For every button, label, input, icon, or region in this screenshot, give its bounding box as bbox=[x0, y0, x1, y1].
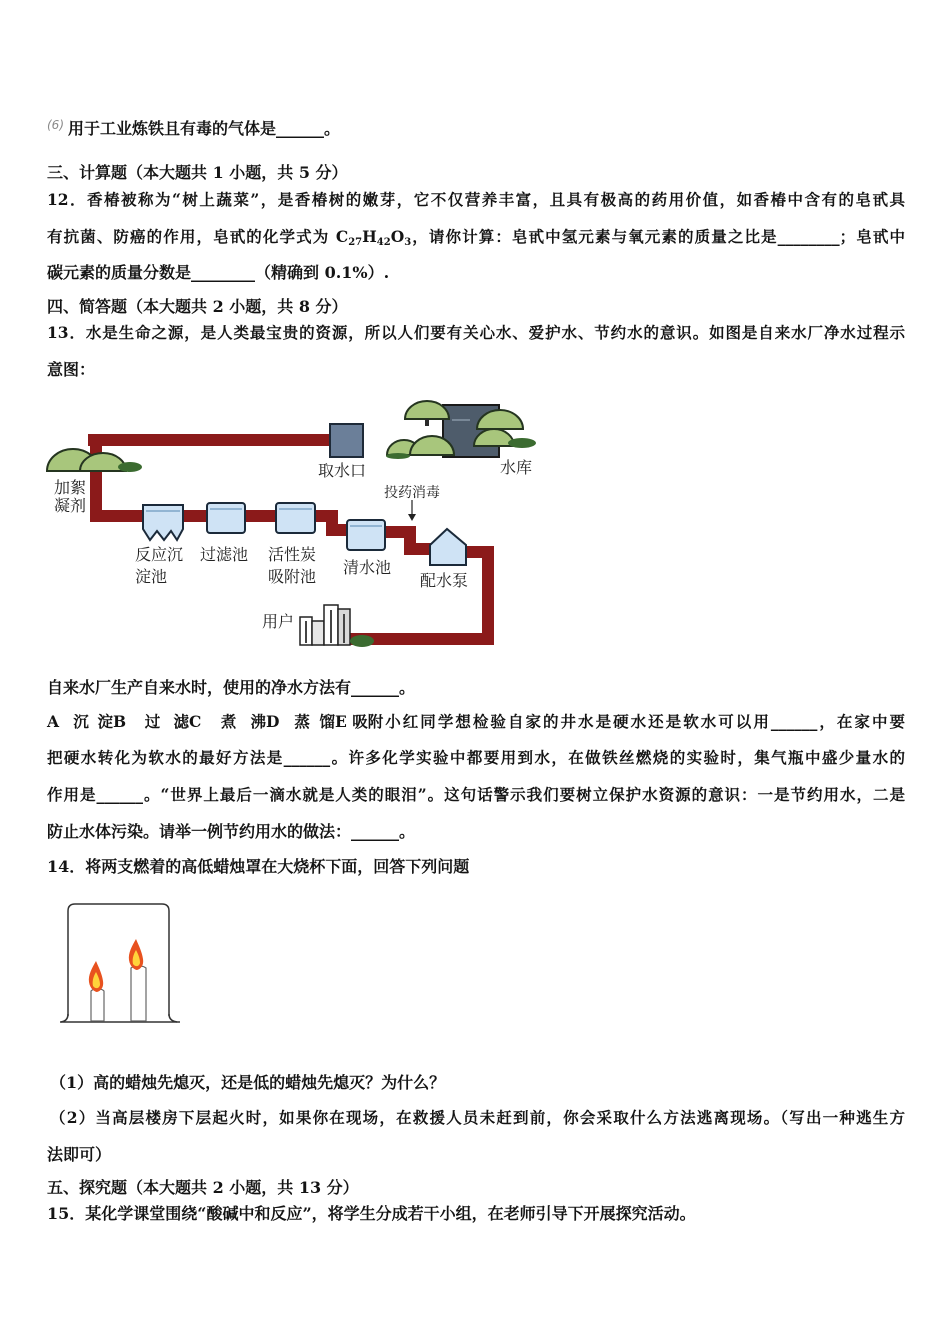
tree-icon bbox=[405, 401, 449, 419]
filter-tank-body bbox=[207, 503, 245, 533]
q13-line-1: 13．水是生命之源，是人类最宝贵的资源，所以人们要有关心水、爱护水、节约水的意识。如图是自来水厂净水过程示 bbox=[47, 323, 905, 342]
building-icon bbox=[312, 621, 324, 645]
q12-line-2 bbox=[47, 227, 905, 247]
clean-water-tank bbox=[347, 520, 385, 550]
clean-water-tank-label: 清水池 bbox=[343, 558, 392, 577]
tall-candle-body bbox=[131, 966, 146, 1021]
pump-house bbox=[430, 529, 466, 565]
q12-line-3: 碳元素的质量分数是________（精确到 0.1%）. bbox=[47, 263, 390, 282]
item-number-marker: (6) bbox=[47, 118, 64, 132]
pipe-to-sedimentation-tank bbox=[90, 510, 145, 522]
section-3-title: 三、计算题（本大题共 1 小题，共 5 分） bbox=[47, 163, 348, 182]
flocculant-label-line-2: 凝剂 bbox=[54, 496, 87, 515]
filter-tank bbox=[207, 503, 245, 533]
bush-icon bbox=[118, 462, 142, 472]
candle-beaker-diagram bbox=[55, 895, 185, 1030]
formula-subscript-h: 42 bbox=[376, 237, 391, 248]
option-c: C 煮沸 bbox=[189, 712, 266, 731]
formula-element-o: O bbox=[390, 227, 405, 246]
pump-label: 配水泵 bbox=[420, 571, 469, 590]
chemical-formula bbox=[336, 227, 411, 246]
pipe-to-pump bbox=[404, 543, 432, 555]
pipe-to-clean-tank bbox=[326, 524, 348, 536]
pipe-left-vertical bbox=[90, 434, 102, 522]
formula-subscript-o: 3 bbox=[404, 237, 412, 248]
flocculant-label-line-1: 加絮 bbox=[54, 478, 87, 497]
carbon-tank-label-line-1: 活性炭 bbox=[268, 545, 317, 564]
sedimentation-tank-label-line-1: 反应沉 bbox=[135, 545, 184, 564]
q13-line-3: 自来水厂生产自来水时，使用的净水方法有______。 bbox=[47, 678, 416, 697]
tree-trunk bbox=[425, 419, 429, 426]
reservoir bbox=[386, 401, 536, 459]
arrow-down-icon bbox=[408, 514, 416, 521]
short-candle bbox=[89, 961, 104, 1021]
beaker-outline bbox=[68, 904, 169, 1016]
disinfection-label: 投药消毒 bbox=[384, 485, 440, 501]
carbon-tank-label-line-2: 吸附池 bbox=[268, 567, 317, 586]
water-treatment-diagram bbox=[40, 388, 540, 653]
q14-sub-question-2-line-2: 法即可） bbox=[47, 1145, 112, 1164]
beaker-base-right bbox=[169, 1014, 177, 1022]
intake-label: 取水口 bbox=[318, 461, 367, 480]
short-candle-body bbox=[91, 989, 104, 1021]
q14-sub-question-2-line-1: （2）当高层楼房下层起火时，如果你在现场，在救援人员未赶到前，你会采取什么方法逃离现场。（写出一种逃生方 bbox=[50, 1108, 905, 1127]
sedimentation-tank bbox=[143, 505, 183, 540]
users-label: 用户 bbox=[262, 612, 295, 631]
section-4-title: 四、简答题（本大题共 2 小题，共 8 分） bbox=[47, 297, 348, 316]
bush-icon bbox=[350, 635, 374, 647]
q13-line-7: 防止水体污染。请举一例节约用水的做法：______。 bbox=[47, 822, 416, 841]
pipe-sedimentation-to-filter bbox=[182, 510, 208, 522]
tall-candle bbox=[129, 939, 146, 1021]
option-e: E 吸附 bbox=[335, 712, 384, 731]
q14-sub-question-1: （1）高的蜡烛先熄灭，还是低的蜡烛先熄灭？为什么？ bbox=[50, 1073, 446, 1092]
q14-line-1: 14．将两支燃着的高低蜡烛罩在大烧杯下面，回答下列问题 bbox=[47, 857, 470, 876]
intake-box bbox=[330, 424, 363, 457]
pipe-top bbox=[88, 434, 332, 446]
pipe-filter-to-carbon bbox=[244, 510, 277, 522]
q13-line-6: 作用是______。“世界上最后一滴水就是人类的眼泪”。这句话警示我们要树立保护水资源的意识：一是节约用水，二是 bbox=[47, 785, 905, 804]
q11-item-6-text: 用于工业炼铁且有毒的气体是______。 bbox=[68, 119, 341, 138]
user-buildings bbox=[300, 605, 374, 647]
bush-icon bbox=[386, 453, 410, 459]
disinfection-arrow bbox=[408, 500, 416, 521]
carbon-adsorption-tank bbox=[276, 503, 315, 533]
option-a: A 沉淀 bbox=[47, 712, 113, 731]
sedimentation-tank-label-line-2: 淀池 bbox=[135, 567, 168, 586]
q13-line-4 bbox=[47, 712, 905, 732]
formula-element-c: C bbox=[335, 227, 349, 246]
option-d: D 蒸馏 bbox=[266, 712, 335, 731]
bush-icon bbox=[508, 438, 536, 448]
q13-line-4-rest: 小红同学想检验自家的井水是硬水还是软水可以用______，在家中要 bbox=[383, 712, 905, 731]
q15-line-1: 15．某化学课堂围绕“酸碱中和反应”，将学生分成若干小组，在老师引导下开展探究活动。 bbox=[47, 1204, 696, 1223]
formula-subscript-c: 27 bbox=[348, 237, 363, 248]
reservoir-label: 水库 bbox=[500, 458, 533, 477]
q13-line-2: 意图： bbox=[47, 360, 96, 379]
option-b: B 过滤 bbox=[113, 712, 189, 731]
q12-line-2-after: ，请你计算：皂甙中氢元素与氧元素的质量之比是________；皂甙中 bbox=[411, 227, 905, 246]
q11-item-6 bbox=[47, 115, 340, 139]
q13-line-5: 把硬水转化为软水的最好方法是______。许多化学实验中都要用到水，在做铁丝燃烧的实验时，集气瓶中盛少量水的 bbox=[47, 748, 905, 767]
clean-water-tank-body bbox=[347, 520, 385, 550]
beaker-base-left bbox=[61, 1014, 68, 1022]
q12-line-1: 12．香椿被称为“树上蔬菜”，是香椿树的嫩芽，它不仅营养丰富，且具有极高的药用价值，如香椿中含有的皂甙具 bbox=[47, 190, 905, 209]
pipe-right-vertical bbox=[482, 546, 494, 645]
q12-line-2-before: 有抗菌、防癌的作用，皂甙的化学式为 bbox=[47, 227, 336, 246]
formula-element-h: H bbox=[362, 227, 377, 246]
filter-tank-label: 过滤池 bbox=[200, 545, 249, 564]
carbon-tank-body bbox=[276, 503, 315, 533]
section-5-title: 五、探究题（本大题共 2 小题，共 13 分） bbox=[47, 1178, 359, 1197]
